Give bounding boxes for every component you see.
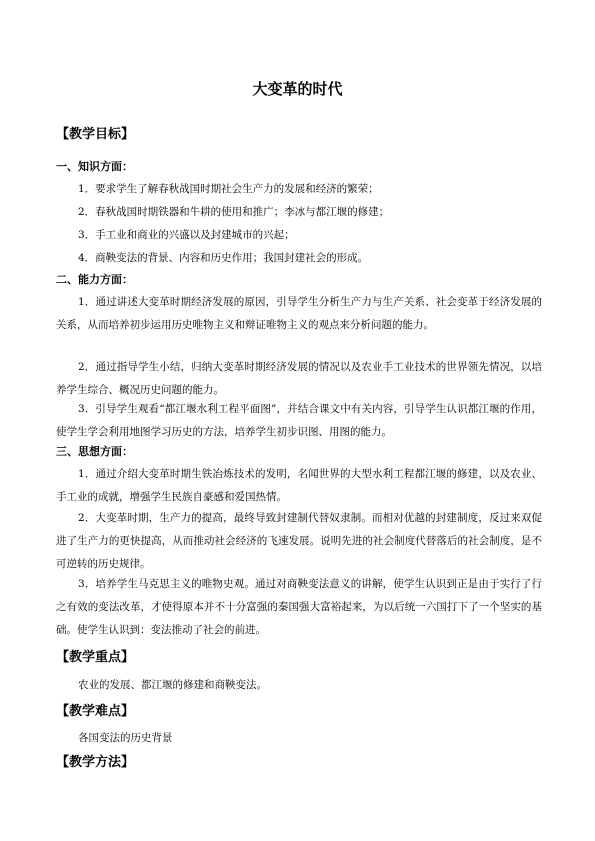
- objectives-heading: 【教学目标】: [56, 127, 135, 142]
- thought-heading: 三、思想方面：: [56, 445, 133, 458]
- knowledge-item-1: 1．要求学生了解春秋战国时期社会生产力的发展和经济的繁荣；: [78, 183, 379, 195]
- ability-item-2: 2．通过指导学生小结，归纳大变革时期经济发展的情况以及农业手工业技术的世界领先情况，以培养学生综合、概况历史问题的能力。: [56, 361, 542, 396]
- knowledge-item-2: 2．春秋战国时期铁器和牛耕的使用和推广；李冰与都江堰的修建；: [78, 206, 390, 218]
- page-title: 大变革的时代: [252, 80, 343, 98]
- difficulties-heading: 【教学难点】: [56, 704, 135, 719]
- key-points-heading: 【教学重点】: [56, 650, 135, 665]
- knowledge-item-3: 3．手工业和商业的兴盛以及封建城市的兴起；: [78, 229, 295, 241]
- thought-item-1: 1．通过介绍大变革时期生铁冶炼技术的发明，名闻世界的大型水利工程都江堰的修建，以及农业、手工业的成就，增强学生民族自豪感和爱国热情。: [56, 468, 542, 503]
- ability-item-3: 3．引导学生观看“都江堰水利工程平面图”，并结合课文中有关内容，引导学生认识都江堰的作用，使学生学会利用地图学习历史的方法，培养学生初步识图、用图的能力。: [56, 403, 542, 438]
- knowledge-item-4: 4．商鞅变法的背景、内容和历史作用；我国封建社会的形成。: [78, 252, 369, 264]
- ability-heading: 二、能力方面：: [56, 273, 133, 286]
- key-points-text: 农业的发展、都江堰的修建和商鞅变法。: [78, 679, 267, 691]
- ability-item-1: 1．通过讲述大变革时期经济发展的原因，引导学生分析生产力与生产关系、社会变革于经济发展的关系，从而培养初步运用历史唯物主义和辩证唯物主义的观点来分析问题的能力。: [56, 296, 542, 331]
- methods-heading: 【教学方法】: [56, 755, 135, 770]
- difficulties-text: 各国变法的历史背景: [78, 732, 173, 744]
- knowledge-heading: 一、知识方面：: [56, 160, 133, 173]
- thought-item-2: 2．大变革时期，生产力的提高，最终导致封建制代替奴隶制。而相对优越的封建制度，反过来双促进了生产力的更快提高，从而推动社会经济的飞速发展。说明先进的社会制度代替落后的社会制度，是不可逆转的历史规律。: [56, 512, 542, 570]
- thought-item-3: 3．培养学生马克思主义的唯物史观。通过对商鞅变法意义的讲解，使学生认识到正是由于实行了行之有效的变法改革，才使得原本并不十分富强的秦国强大富裕起来，为以后统一六国打下了一个坚实的基础。使学生认识到：变法推动了社会的前进。: [56, 578, 542, 636]
